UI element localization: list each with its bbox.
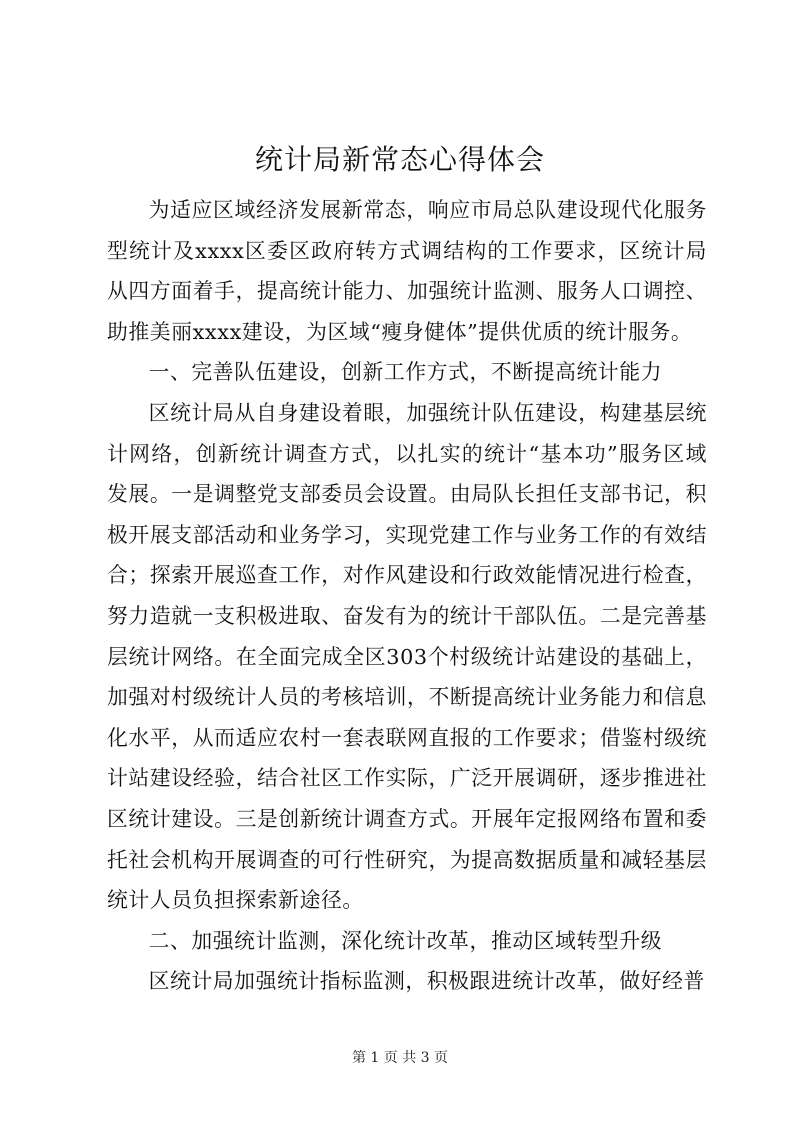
section-1-paragraph: 区统计局从自身建设着眼，加强统计队伍建设，构建基层统计网络，创新统计调查方式，以扎实的统计“基本功”服务区域发展。一是调整党支部委员会设置。由局队长担任支部书记，积极开展支部活动和业务学习，实现党建工作与业务工作的有效结合；探索开展巡查工作，对作风建设和行政效能情况进行检查，努力造就一支积极进取、奋发有为的统计干部队伍。二是完善基层统计网络。在全面完成全区303个村级统计站建设的基础上，加强对村级统计人员的考核培训，不断提高统计业务能力和信息化水平，从而适应农村一套表联网直报的工作要求；借鉴村级统计站建设经验，结合社区工作实际，广泛开展调研，逐步推进社区统计建设。三是创新统计调查方式。开展年定报网络布置和委托社会机构开展调查的可行性研究，为提高数据质量和减轻基层统计人员负担探索新途径。 (107, 400, 707, 913)
section-2-paragraph: 区统计局加强统计指标监测，积极跟进统计改革，做好经普 (148, 969, 705, 994)
section-heading-2: 二、加强统计监测，深化统计改革，推动区域转型升级 (148, 928, 663, 953)
document-body (107, 190, 707, 1002)
intro-paragraph: 为适应区域经济发展新常态，响应市局总队建设现代化服务型统计及xxxx区委区政府转方式调结构的工作要求，区统计局从四方面着手，提高统计能力、加强统计监测、服务人口调控、助推美丽xxxx建设，为区域“瘦身健体”提供优质的统计服务。 (107, 198, 707, 344)
page-number-footer: 第 1 页 共 3 页 (351, 1050, 449, 1066)
section-heading-1: 一、完善队伍建设，创新工作方式，不断提高统计能力 (148, 360, 663, 385)
document-title: 统计局新常态心得体会 (254, 143, 545, 176)
